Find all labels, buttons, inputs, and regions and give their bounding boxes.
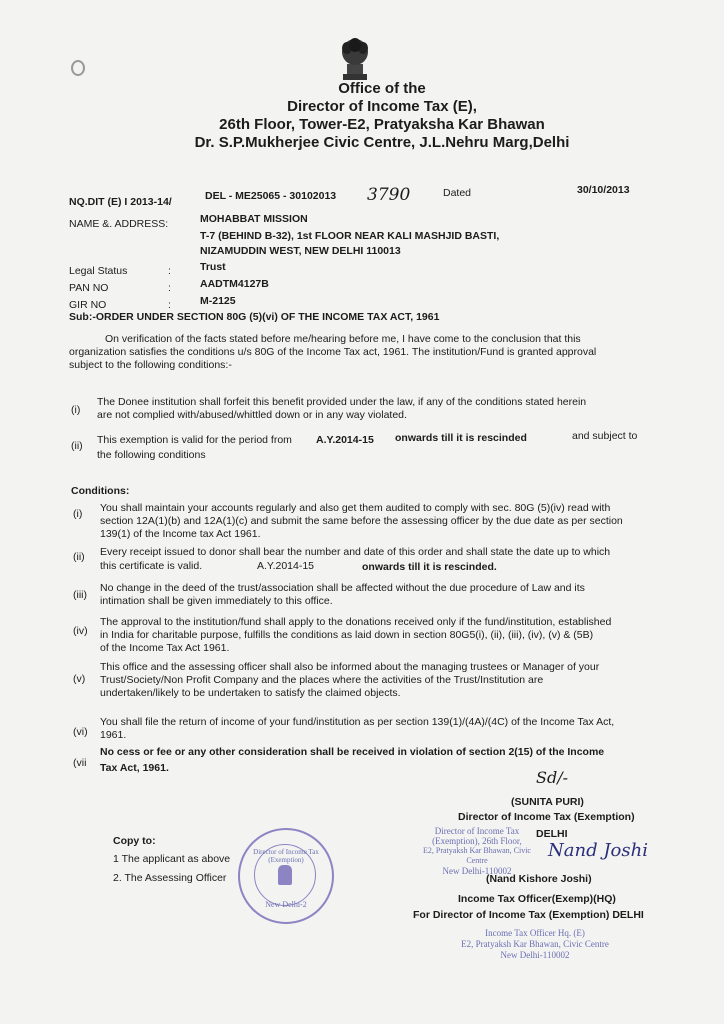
header-line4: Dr. S.P.Mukherjee Civic Centre, J.L.Nehru Marg,Delhi <box>194 134 570 151</box>
colon: : <box>168 282 171 294</box>
intro-line3: subject to the following conditions:- <box>69 359 232 371</box>
pan-label: PAN NO <box>69 282 109 294</box>
officer-stamp-line4: New Delhi-110002 <box>442 866 512 876</box>
header-line1: Office of the <box>338 80 426 97</box>
condition-2-ay: A.Y.2014-15 <box>257 560 315 572</box>
pre-item-2-onwards: onwards till it is rescinded <box>395 432 527 444</box>
legal-status-label: Legal Status <box>69 265 128 277</box>
condition-2-line2: this certificate is valid. <box>100 560 203 572</box>
name-value: MOHABBAT MISSION <box>200 213 308 225</box>
pre-item-1-line1: The Donee institution shall forfeit this benefit provided under the law, if any of the conditions stated herein <box>97 396 587 408</box>
pre-item-1-line2: are not complied with/abused/whittled down or in any way violated. <box>97 409 407 421</box>
name-label: NAME &. ADDRESS: <box>69 218 169 230</box>
header-line3: 26th Floor, Tower-E2, Pratyaksha Kar Bhawan <box>219 116 545 133</box>
officer-for: For Director of Income Tax (Exemption) DELHI <box>413 909 644 921</box>
handwritten-number: 3790 <box>367 185 411 205</box>
pre-number: (ii) <box>71 440 83 452</box>
condition-2-line1: Every receipt issued to donor shall bear the number and date of this order and shall state the date up to which <box>100 546 611 558</box>
pre-item-2-line2: the following conditions <box>97 449 206 461</box>
copy-to-item: 2. The Assessing Officer <box>113 872 227 884</box>
intro-line2: organization satisfies the conditions u/s 80G of the Income Tax act, 1961. The institution/Fund is granted approval <box>69 346 597 358</box>
hq-stamp <box>445 928 625 961</box>
round-seal-bottom: New Delhi-2 <box>265 900 307 909</box>
order-date: 30/10/2013 <box>577 184 630 196</box>
condition-number: (vii <box>73 757 87 769</box>
condition-5-line3: undertaken/likely to be undertaken to satisfy the claimed objects. <box>100 687 401 699</box>
condition-7-line1: No cess or fee or any other consideration shall be received in violation of section 2(15) of the Income <box>100 746 605 758</box>
dated-label: Dated <box>443 187 472 199</box>
officer-title: Income Tax Officer(Exemp)(HQ) <box>458 893 616 905</box>
hq-stamp-line1: Income Tax Officer Hq. (E) <box>485 928 585 938</box>
condition-number: (ii) <box>73 551 85 563</box>
condition-1-line1: You shall maintain your accounts regularly and also get them audited to comply with sec. 80G (5)(iv) read with <box>100 502 611 514</box>
signatory-name: (SUNITA PURI) <box>511 796 584 808</box>
condition-7-line2: Tax Act, 1961. <box>100 762 169 774</box>
round-seal-top: Director of Income Tax (Exemption) <box>253 848 319 864</box>
condition-6-line1: You shall file the return of income of your fund/institution as per section 139(1)/(4A)/(4C) of the Income Tax Act, <box>100 716 615 728</box>
hq-stamp-line3: New Delhi-110002 <box>500 950 570 960</box>
pre-number: (i) <box>71 404 81 416</box>
gir-value: M-2125 <box>200 295 236 307</box>
condition-6-line2: 1961. <box>100 729 127 741</box>
signature-scribble: Sd/- <box>536 768 568 787</box>
condition-number: (iv) <box>73 625 88 637</box>
signatory-city: DELHI <box>536 828 568 840</box>
copy-to-title: Copy to: <box>113 835 156 847</box>
signature-scribble: Nand Joshi <box>548 840 648 861</box>
intro-line1: On verification of the facts stated before me/hearing before me, I have come to the conclusion that this <box>105 333 581 345</box>
signatory-title: Director of Income Tax (Exemption) <box>458 811 635 823</box>
pan-value: AADTM4127B <box>200 278 269 290</box>
condition-1-line3: 139(1) of the Income tax Act 1961. <box>100 528 261 540</box>
condition-3-line1: No change in the deed of the trust/association shall be affected without the due procedure of Law and its <box>100 582 585 594</box>
pre-item-2-subject: and subject to <box>572 430 638 442</box>
gir-label: GIR NO <box>69 299 107 311</box>
condition-number: (vi) <box>73 726 88 738</box>
condition-number: (iii) <box>73 589 87 601</box>
punch-hole-icon <box>71 60 85 76</box>
legal-status-value: Trust <box>200 261 226 273</box>
header-line2: Director of Income Tax (E), <box>287 98 477 115</box>
condition-5-line2: Trust/Society/Non Profit Company and the places where the activities of the Trust/Institution are <box>100 674 544 686</box>
hq-stamp-line2: E2, Pratyaksh Kar Bhawan, Civic Centre <box>461 939 609 949</box>
condition-1-line2: section 12A(1)(b) and 12A(1)(c) and submit the same before the assessing officer by the due date as per section <box>100 515 623 527</box>
copy-to-item: 1 The applicant as above <box>113 853 231 865</box>
officer-stamp-line2: (Exemption), 26th Floor, <box>432 836 522 846</box>
condition-5-line1: This office and the assessing officer shall also be informed about the managing trustees or Manager of your <box>100 661 600 673</box>
officer-stamp <box>412 826 542 876</box>
condition-number: (v) <box>73 673 86 685</box>
condition-4-line3: of the Income Tax Act 1961. <box>100 642 230 654</box>
reference-number: NQ.DIT (E) I 2013-14/ <box>69 196 172 208</box>
address-line1: T-7 (BEHIND B-32), 1st FLOOR NEAR KALI MASHJID BASTI, <box>200 230 500 242</box>
condition-4-line1: The approval to the institution/fund shall apply to the donations received only if the fund/institution, established <box>100 616 612 628</box>
national-emblem <box>337 34 373 82</box>
emblem-icon <box>278 865 292 885</box>
address-line2: NIZAMUDDIN WEST, NEW DELHI 110013 <box>200 245 401 257</box>
round-seal <box>238 828 334 924</box>
officer-stamp-line1: Director of Income Tax <box>434 826 520 836</box>
pre-item-2-ay: A.Y.2014-15 <box>316 434 374 446</box>
condition-3-line2: intimation shall be given immediately to this office. <box>100 595 333 607</box>
officer-stamp-line3: E2, Pratyaksh Kar Bhawan, Civic Centre <box>423 846 531 865</box>
subject-line: Sub:-ORDER UNDER SECTION 80G (5)(vi) OF THE INCOME TAX ACT, 1961 <box>69 311 440 323</box>
condition-number: (i) <box>73 508 83 520</box>
colon: : <box>168 299 171 311</box>
condition-4-line2: in India for charitable purpose, fulfills the conditions as laid down in section 80G5(i), (ii), (iii), (iv), (v) & (5B) <box>100 629 594 641</box>
condition-2-onwards: onwards till it is rescinded. <box>362 561 497 573</box>
colon: : <box>168 265 171 277</box>
officer-name: (Nand Kishore Joshi) <box>486 873 592 885</box>
conditions-title: Conditions: <box>71 485 130 497</box>
pre-item-2-line1: This exemption is valid for the period from <box>97 434 292 446</box>
file-number: DEL - ME25065 - 30102013 <box>205 190 337 202</box>
